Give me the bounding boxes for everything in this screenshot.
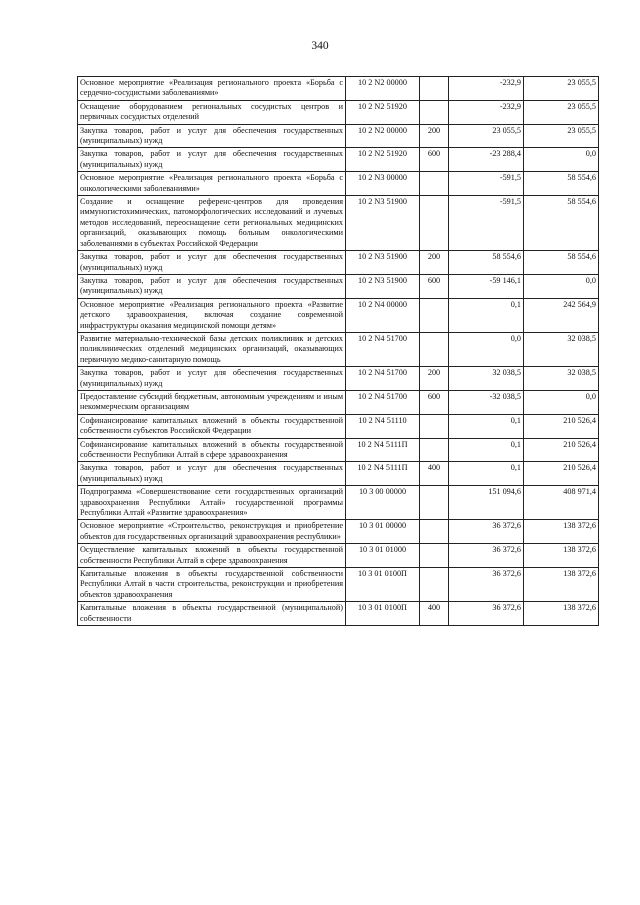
table-row: [78, 274, 599, 298]
target-code: 10 2 N4 51700: [346, 390, 420, 414]
expense-kind: 400: [420, 462, 449, 486]
change-amount: 0,1: [449, 438, 524, 462]
total-amount: 58 554,6: [524, 251, 599, 275]
row-name: Закупка товаров, работ и услуг для обеспечения государственных (муниципальных) нужд: [78, 274, 346, 298]
expense-kind: [420, 298, 449, 332]
target-code: 10 2 N2 00000: [346, 124, 420, 148]
target-code: 10 2 N3 51900: [346, 274, 420, 298]
table-row: [78, 124, 599, 148]
expense-kind: [420, 544, 449, 568]
expense-kind: 200: [420, 367, 449, 391]
budget-table-body: [78, 77, 599, 626]
row-name: Основное мероприятие «Реализация регионального проекта «Борьба с сердечно-сосудистыми заболеваниями»: [78, 77, 346, 101]
table-row: [78, 544, 599, 568]
target-code: 10 2 N2 51920: [346, 148, 420, 172]
table-row: [78, 462, 599, 486]
row-name: Капитальные вложения в объекты государственной собственности Республики Алтай в части строительства, реконструкции и приобретения объектов здравоохранения: [78, 568, 346, 602]
change-amount: 36 372,6: [449, 602, 524, 626]
row-name: Софинансирование капитальных вложений в объекты государственной собственности Республики Алтай в сфере здравоохранения: [78, 438, 346, 462]
target-code: 10 2 N4 51110: [346, 414, 420, 438]
total-amount: 23 055,5: [524, 100, 599, 124]
total-amount: 138 372,6: [524, 520, 599, 544]
row-name: Закупка товаров, работ и услуг для обеспечения государственных (муниципальных) нужд: [78, 124, 346, 148]
target-code: 10 3 01 0100П: [346, 568, 420, 602]
table-row: [78, 367, 599, 391]
target-code: 10 2 N4 5111П: [346, 462, 420, 486]
row-name: Основное мероприятие «Строительство, реконструкция и приобретение объектов для государственных организаций здравоохранения республики»: [78, 520, 346, 544]
target-code: 10 3 00 00000: [346, 486, 420, 520]
table-row: [78, 568, 599, 602]
expense-kind: [420, 332, 449, 366]
table-row: [78, 172, 599, 196]
expense-kind: 200: [420, 124, 449, 148]
expense-kind: [420, 414, 449, 438]
table-row: [78, 332, 599, 366]
total-amount: 210 526,4: [524, 414, 599, 438]
table-row: [78, 602, 599, 626]
change-amount: 0,1: [449, 414, 524, 438]
table-row: [78, 390, 599, 414]
total-amount: 0,0: [524, 390, 599, 414]
expense-kind: [420, 438, 449, 462]
change-amount: -59 146,1: [449, 274, 524, 298]
total-amount: 242 564,9: [524, 298, 599, 332]
expense-kind: [420, 100, 449, 124]
change-amount: -591,5: [449, 172, 524, 196]
row-name: Закупка товаров, работ и услуг для обеспечения государственных (муниципальных) нужд: [78, 148, 346, 172]
row-name: Создание и оснащение референс-центров для проведения иммуногистохимических, патоморфологических исследований и лучевых методов исследований, переоснащение сети региональных медицинских организаций, оказывающих помощь больным онкологическими заболеваниями в субъектах Российской Федерации: [78, 196, 346, 251]
expense-kind: [420, 77, 449, 101]
target-code: 10 2 N3 51900: [346, 251, 420, 275]
expense-kind: [420, 196, 449, 251]
change-amount: 0,1: [449, 298, 524, 332]
page-number: 340: [311, 40, 329, 52]
row-name: Осуществление капитальных вложений в объекты государственной собственности Республики Алтай в сфере здравоохранения: [78, 544, 346, 568]
expense-kind: 600: [420, 274, 449, 298]
change-amount: 23 055,5: [449, 124, 524, 148]
total-amount: 58 554,6: [524, 196, 599, 251]
target-code: 10 3 01 00000: [346, 520, 420, 544]
row-name: Предоставление субсидий бюджетным, автономным учреждениям и иным некоммерческим организациям: [78, 390, 346, 414]
table-row: [78, 414, 599, 438]
total-amount: 210 526,4: [524, 438, 599, 462]
table-row: [78, 100, 599, 124]
change-amount: 0,0: [449, 332, 524, 366]
table-row: [78, 196, 599, 251]
total-amount: 0,0: [524, 148, 599, 172]
table-row: [78, 298, 599, 332]
budget-table: [77, 76, 599, 626]
row-name: Капитальные вложения в объекты государственной (муниципальной) собственности: [78, 602, 346, 626]
change-amount: -232,9: [449, 77, 524, 101]
expense-kind: 200: [420, 251, 449, 275]
total-amount: 32 038,5: [524, 367, 599, 391]
total-amount: 32 038,5: [524, 332, 599, 366]
target-code: 10 2 N4 51700: [346, 367, 420, 391]
table-row: [78, 520, 599, 544]
row-name: Закупка товаров, работ и услуг для обеспечения государственных (муниципальных) нужд: [78, 462, 346, 486]
expense-kind: 400: [420, 602, 449, 626]
total-amount: 58 554,6: [524, 172, 599, 196]
table-row: [78, 438, 599, 462]
total-amount: 23 055,5: [524, 77, 599, 101]
total-amount: 138 372,6: [524, 544, 599, 568]
expense-kind: [420, 172, 449, 196]
table-row: [78, 486, 599, 520]
change-amount: 36 372,6: [449, 568, 524, 602]
row-name: Основное мероприятие «Реализация регионального проекта «Борьба с онкологическими заболеваниями»: [78, 172, 346, 196]
target-code: 10 3 01 01000: [346, 544, 420, 568]
change-amount: -232,9: [449, 100, 524, 124]
change-amount: 36 372,6: [449, 544, 524, 568]
change-amount: -23 288,4: [449, 148, 524, 172]
row-name: Подпрограмма «Совершенствование сети государственных организаций здравоохранения Республики Алтай» государственной программы Республики Алтай «Развитие здравоохранения»: [78, 486, 346, 520]
expense-kind: 600: [420, 390, 449, 414]
change-amount: -591,5: [449, 196, 524, 251]
row-name: Оснащение оборудованием региональных сосудистых центров и первичных сосудистых отделений: [78, 100, 346, 124]
target-code: 10 2 N3 00000: [346, 172, 420, 196]
expense-kind: [420, 520, 449, 544]
change-amount: 0,1: [449, 462, 524, 486]
row-name: Софинансирование капитальных вложений в объекты государственной собственности субъектов Российской Федерации: [78, 414, 346, 438]
change-amount: 36 372,6: [449, 520, 524, 544]
expense-kind: 600: [420, 148, 449, 172]
change-amount: 32 038,5: [449, 367, 524, 391]
expense-kind: [420, 568, 449, 602]
total-amount: 408 971,4: [524, 486, 599, 520]
row-name: Закупка товаров, работ и услуг для обеспечения государственных (муниципальных) нужд: [78, 367, 346, 391]
table-row: [78, 77, 599, 101]
table-row: [78, 148, 599, 172]
target-code: 10 2 N2 51920: [346, 100, 420, 124]
change-amount: 151 094,6: [449, 486, 524, 520]
target-code: 10 2 N4 5111П: [346, 438, 420, 462]
total-amount: 210 526,4: [524, 462, 599, 486]
target-code: 10 3 01 0100П: [346, 602, 420, 626]
change-amount: -32 038,5: [449, 390, 524, 414]
change-amount: 58 554,6: [449, 251, 524, 275]
total-amount: 23 055,5: [524, 124, 599, 148]
total-amount: 0,0: [524, 274, 599, 298]
target-code: 10 2 N4 00000: [346, 298, 420, 332]
target-code: 10 2 N2 00000: [346, 77, 420, 101]
target-code: 10 2 N3 51900: [346, 196, 420, 251]
expense-kind: [420, 486, 449, 520]
target-code: 10 2 N4 51700: [346, 332, 420, 366]
table-row: [78, 251, 599, 275]
row-name: Развитие материально-технической базы детских поликлиник и детских поликлинических отделений медицинских организаций, оказывающих первичную медико-санитарную помощь: [78, 332, 346, 366]
row-name: Закупка товаров, работ и услуг для обеспечения государственных (муниципальных) нужд: [78, 251, 346, 275]
total-amount: 138 372,6: [524, 568, 599, 602]
row-name: Основное мероприятие «Реализация регионального проекта «Развитие детского здравоохранения, включая создание современной инфраструктуры оказания медицинской помощи детям»: [78, 298, 346, 332]
total-amount: 138 372,6: [524, 602, 599, 626]
